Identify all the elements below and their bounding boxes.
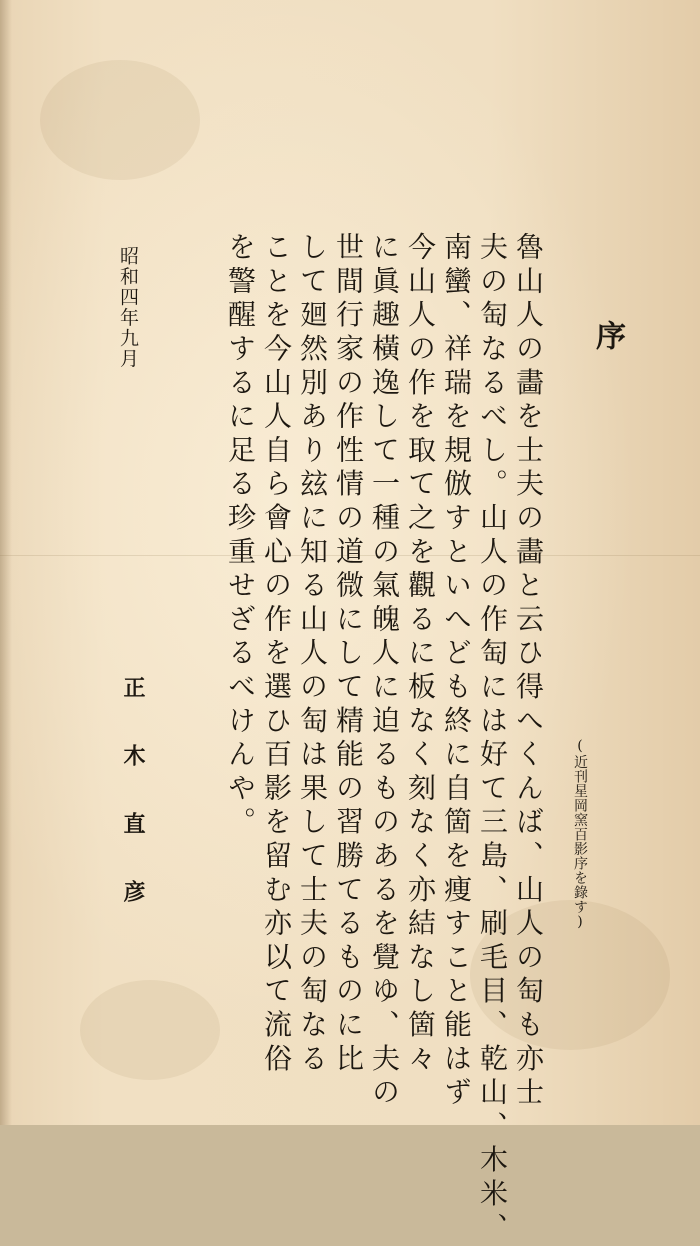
body-line: ことを今山人自ら會心の作を選ひ百影を留む亦以て流俗	[260, 232, 293, 1077]
document-subtitle: (近刊星岡窯百影序を錄す)	[572, 738, 588, 931]
paper-stain	[80, 980, 220, 1080]
page-edge-shadow	[0, 0, 12, 1125]
body-line: 今山人の作を取て之を觀るに板なく刻なく亦結なし箇々	[404, 232, 437, 1077]
body-line: 南蠻、祥瑞を規倣すといへども終に自箇を痩すこと能はず	[440, 232, 473, 1111]
document-author: 正木直彦	[120, 676, 146, 948]
body-line: を警醒するに足る珍重せざるべけんや。	[224, 232, 257, 841]
body-line: して廻然別あり玆に知る山人の匋は果して士夫の匋なる	[296, 232, 329, 1077]
document-title: 序	[590, 320, 625, 350]
body-line: 世間行家の作性情の道微にして精能の習勝てるものに比	[332, 232, 365, 1077]
paper-stain	[40, 60, 200, 180]
body-line: 夫の匋なるべし。山人の作匋には好て三島、刷毛目、乾山、木米、	[476, 232, 509, 1246]
body-line: 魯山人の畵を士夫の畵と云ひ得へくんば、山人の匋も亦士	[512, 232, 545, 1111]
body-line: に眞趣橫逸して一種の氣魄人に迫るものあるを覺ゆ、夫の	[368, 232, 401, 1111]
document-date: 昭和四年九月	[117, 246, 139, 369]
